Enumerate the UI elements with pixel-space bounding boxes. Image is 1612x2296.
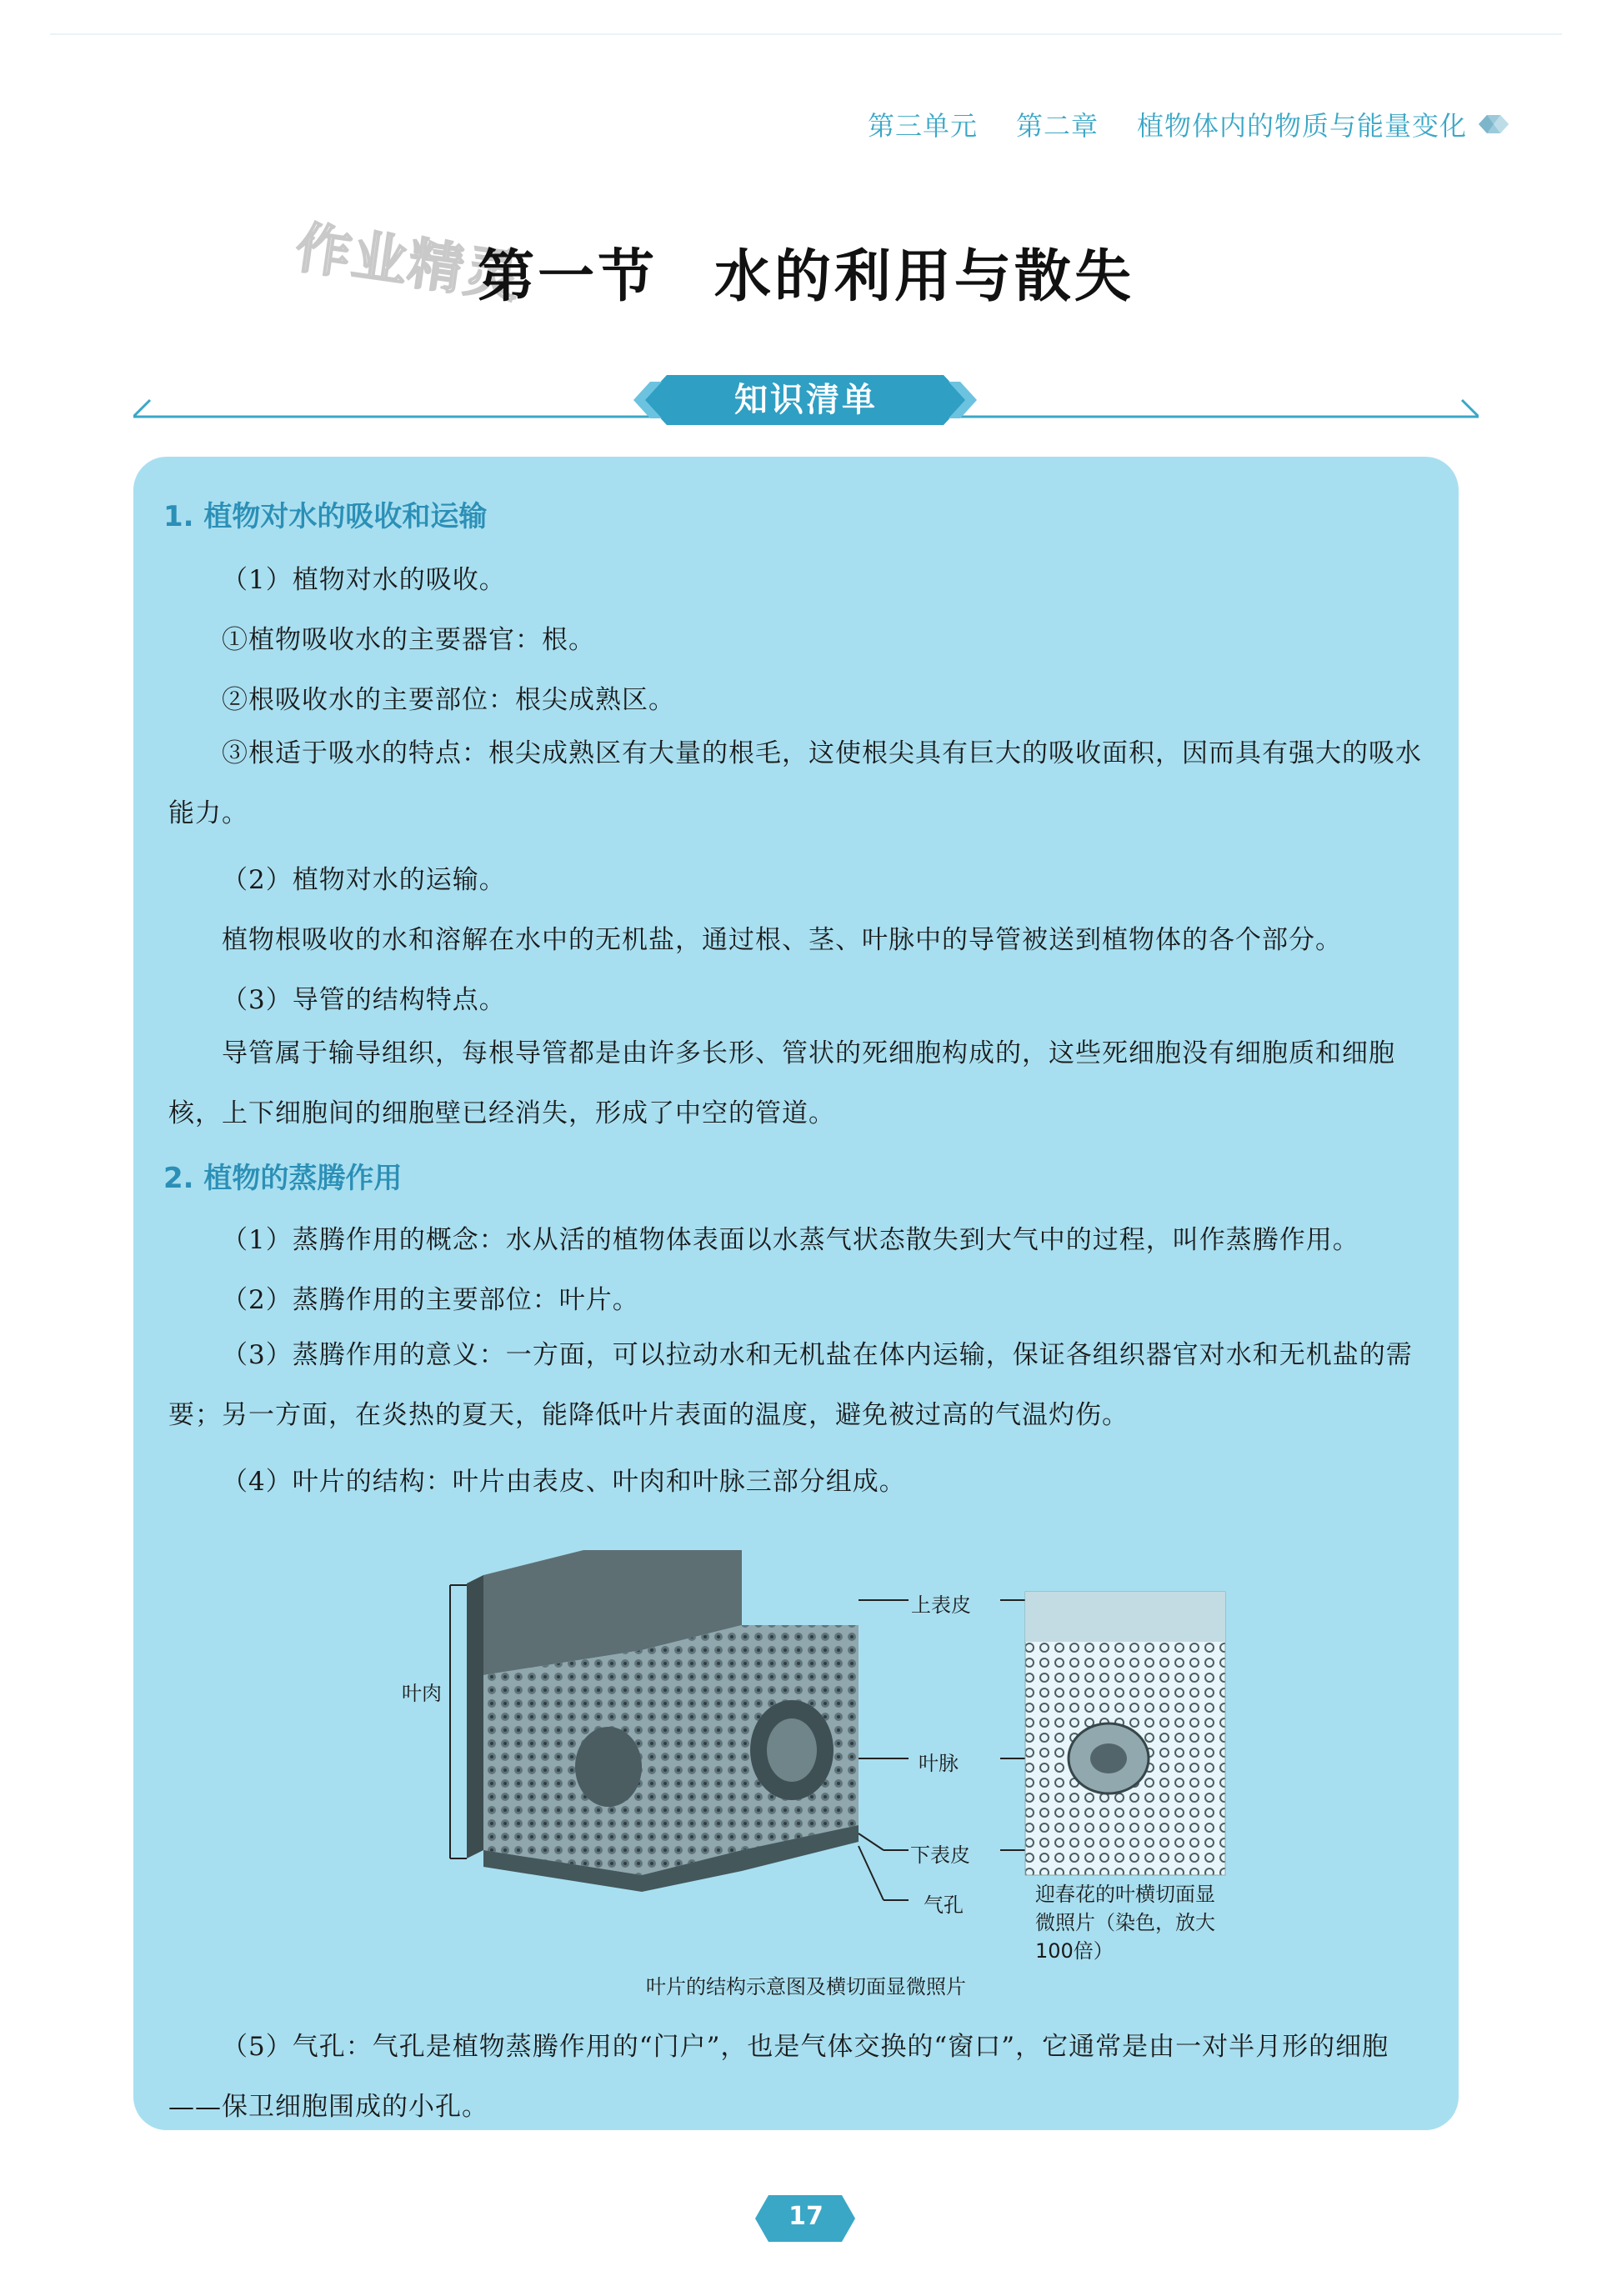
sub-heading: （2）植物对水的运输。 (222, 865, 506, 895)
paragraph: ③根适于吸水的特点：根尖成熟区有大量的根毛，这使根尖具有巨大的吸收面积，因而具有强大的吸水能力。 (168, 738, 1422, 828)
chapter-label: 第二章 (1015, 110, 1099, 142)
figure-caption: 叶片的结构示意图及横切面显微照片 (646, 1975, 966, 1998)
page-number: 17 (788, 2202, 824, 2231)
leaf-structure-figure (392, 1550, 1242, 1933)
label-mesophyll: 叶肉 (402, 1682, 442, 1705)
sub-heading: （3）导管的结构特点。 (222, 985, 506, 1015)
label-stoma: 气孔 (924, 1893, 964, 1917)
sub-heading: （1）植物对水的吸收。 (222, 565, 506, 595)
label-lower-epidermis: 下表皮 (910, 1843, 970, 1867)
paragraph: （3）蒸腾作用的意义：一方面，可以拉动水和无机盐在体内运输，保证各组织器官对水和无机盐的需要；另一方面，在炎热的夏天，能降低叶片表面的温度，避免被过高的气温灼伤。 (168, 1340, 1413, 1430)
paragraph: （1）蒸腾作用的概念：水从活的植物体表面以水蒸气状态散失到大气中的过程，叫作蒸腾作用。 (222, 1225, 1359, 1255)
label-upper-epidermis: 上表皮 (911, 1593, 971, 1617)
watermark: 作业精灵 (292, 215, 526, 311)
paragraph: （4）叶片的结构：叶片由表皮、叶肉和叶脉三部分组成。 (222, 1467, 906, 1497)
heading-transpiration: 2. 植物的蒸腾作用 (163, 1162, 403, 1195)
header-rule (50, 33, 1562, 35)
gem-icon (1475, 112, 1512, 137)
section-number: 第一节 (478, 243, 658, 310)
paragraph: 导管属于输导组织，每根导管都是由许多长形、管状的死细胞构成的，这些死细胞没有细胞质和细胞核，上下细胞间的细胞壁已经消失，形成了中空的管道。 (168, 1038, 1395, 1128)
label-vein: 叶脉 (919, 1752, 959, 1775)
heading-absorption: 1. 植物对水的吸收和运输 (163, 500, 488, 533)
chapter-title: 植物体内的物质与能量变化 (1136, 110, 1467, 142)
paragraph: 植物根吸收的水和溶解在水中的无机盐，通过根、茎、叶脉中的导管被送到植物体的各个部分。 (222, 925, 1342, 955)
paragraph: （2）蒸腾作用的主要部位：叶片。 (222, 1285, 639, 1315)
paragraph: （5）气孔：气孔是植物蒸腾作用的“门户”，也是气体交换的“窗口”，它通常是由一对半月形的细胞——保卫细胞围成的小孔。 (168, 2032, 1389, 2122)
paragraph: ②根吸收水的主要部位：根尖成熟区。 (222, 685, 675, 715)
running-head (868, 105, 1512, 143)
unit-label: 第三单元 (867, 110, 978, 142)
photo-note: 迎春花的叶横切面显微照片（染色，放大100倍） (1035, 1883, 1215, 1963)
section-title (0, 232, 1612, 313)
knowledge-banner-label: 知识清单 (734, 381, 878, 419)
paragraph: ①植物吸收水的主要器官：根。 (222, 625, 595, 655)
section-name: 水的利用与散失 (713, 243, 1134, 310)
